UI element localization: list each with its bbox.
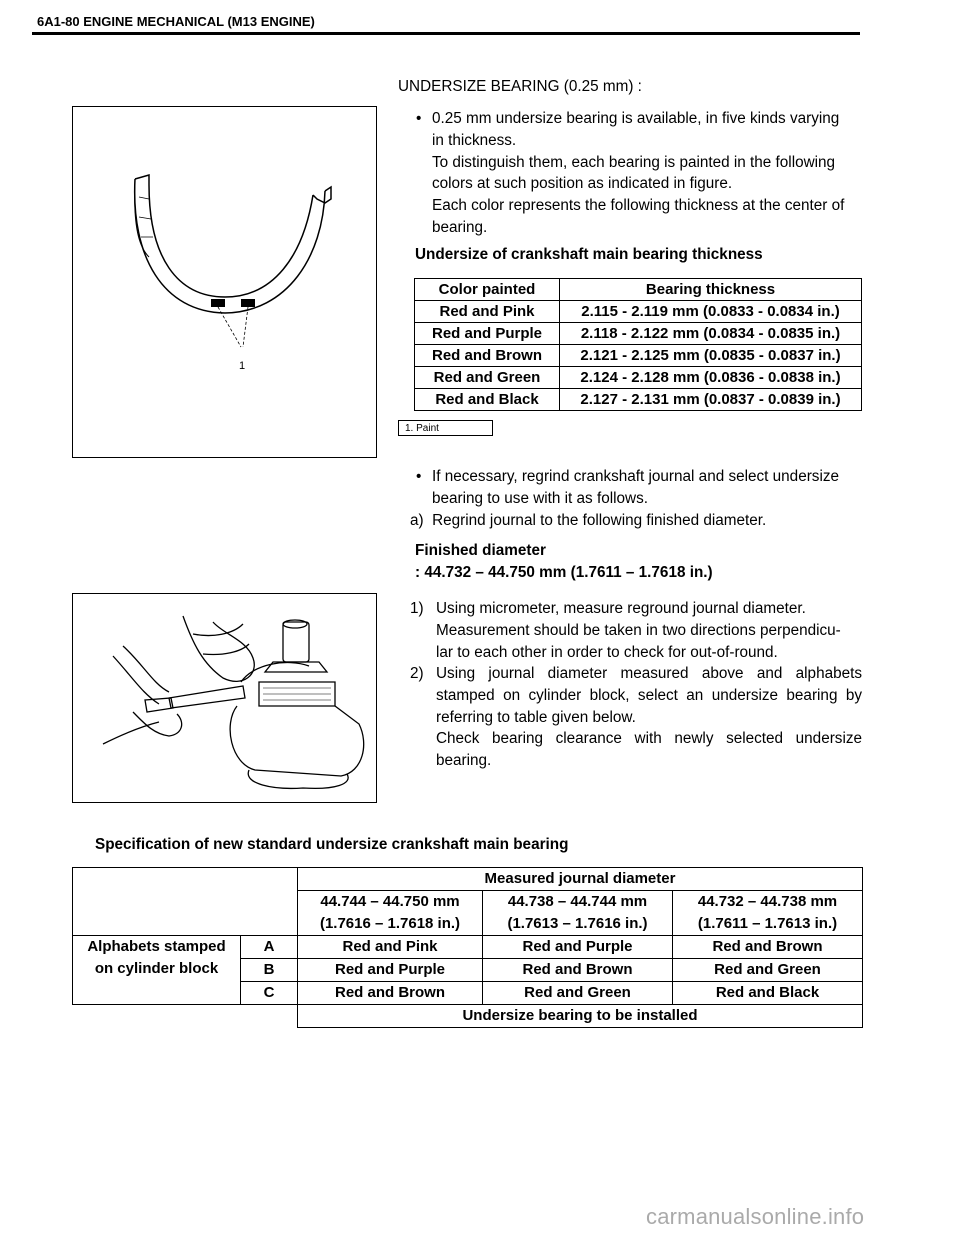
bullet-1-line: bearing. [432,218,488,236]
row-letter: C [241,982,298,1005]
step-a-text: Regrind journal to the following finished diameter. [432,512,767,529]
cell-value: Red and Pink [298,936,483,959]
finished-diameter-value: : 44.732 – 44.750 mm (1.7611 – 1.7618 in.) [415,564,713,581]
bullet-dot: • [416,110,422,127]
finished-diameter-label: Finished diameter [415,542,546,559]
bearing-illustration [73,107,376,457]
column-in: (1.7613 – 1.7616 in.) [507,915,648,932]
bullet-1-line: To distinguish them, each bearing is painted in the following [432,153,836,171]
cell-thickness: 2.118 - 2.122 mm (0.0834 - 0.0835 in.) [560,323,862,345]
row-header [73,936,241,1005]
column-mm: 44.738 – 44.744 mm [507,893,648,910]
cell-value: Red and Black [673,982,863,1005]
step-2-line: referring to table given below. [436,708,636,726]
cell-color: Red and Black [415,389,560,411]
thickness-table [414,278,862,411]
section-heading: UNDERSIZE BEARING (0.25 mm) : [398,78,642,95]
table-row [415,323,862,345]
table-row [415,345,862,367]
bullet-1-line: colors at such position as indicated in figure. [432,175,733,193]
cell-thickness: 2.121 - 2.125 mm (0.0835 - 0.0837 in.) [560,345,862,367]
row-header-line: Alphabets stamped [87,938,226,955]
cell-thickness: 2.115 - 2.119 mm (0.0833 - 0.0834 in.) [560,301,862,323]
spec-table [72,867,863,1028]
cell-color: Red and Green [415,367,560,389]
bullet-2 [416,466,862,510]
cell-color: Red and Brown [415,345,560,367]
table-row [415,389,862,411]
cell-value: Red and Brown [483,959,673,982]
cell-value: Red and Green [483,982,673,1005]
cell-color: Red and Pink [415,301,560,323]
row-letter: A [241,936,298,959]
callout-1: 1 [239,360,246,372]
diameter-column [298,891,483,936]
thickness-table-title: Undersize of crankshaft main bearing thickness [415,246,763,263]
page-header: 6A1-80 ENGINE MECHANICAL (M13 ENGINE) [37,14,315,29]
cell-color: Red and Purple [415,323,560,345]
header-rule [32,32,860,35]
bullet-2-line: If necessary, regrind crankshaft journal and select undersize [432,468,839,485]
diameter-column [483,891,673,936]
spec-corner-cell [73,868,298,936]
step-1-marker: 1) [410,600,424,617]
step-2-line: Check bearing clearance with newly selected undersize [436,730,862,748]
step-1-line: lar to each other in order to check for out-of-round. [436,643,778,661]
bullet-1-line: Each color represents the following thickness at the center of [432,197,845,215]
paint-mark-2 [241,299,255,307]
figure-legend: 1. Paint [398,420,493,436]
cell-thickness: 2.127 - 2.131 mm (0.0837 - 0.0839 in.) [560,389,862,411]
step-2 [410,663,862,772]
spec-footer-label: Undersize bearing to be installed [298,1005,863,1028]
step-a [410,510,766,532]
bullet-1-line: 0.25 mm undersize bearing is available, in five kinds varying [432,110,840,127]
step-2-line: bearing. [436,752,492,770]
col-header-color: Color painted [415,279,560,301]
step-a-marker: a) [410,512,424,529]
measured-header: Measured journal diameter [298,868,863,891]
cell-value: Red and Brown [298,982,483,1005]
bullet-1-line: in thickness. [432,131,517,149]
spec-title: Specification of new standard undersize crankshaft main bearing [95,836,569,853]
micrometer-illustration [73,594,376,802]
step-1-line: Measurement should be taken in two directions perpendicu- [436,621,841,639]
row-header-line: on cylinder block [94,960,219,977]
bullet-dot: • [416,468,422,485]
col-header-thickness: Bearing thickness [560,279,862,301]
step-2-marker: 2) [410,665,424,682]
micrometer-figure [72,593,377,803]
paint-mark-1 [211,299,225,307]
table-row [73,936,863,959]
step-1 [410,598,862,663]
cell-value: Red and Brown [673,936,863,959]
column-in: (1.7616 – 1.7618 in.) [319,915,461,932]
cell-thickness: 2.124 - 2.128 mm (0.0836 - 0.0838 in.) [560,367,862,389]
diameter-column [673,891,863,936]
table-row [415,367,862,389]
column-in: (1.7611 – 1.7613 in.) [697,915,838,932]
step-1-line: Using micrometer, measure reground journal diameter. [436,600,806,617]
table-row [415,301,862,323]
bullet-1 [416,108,862,239]
row-letter: B [241,959,298,982]
column-mm: 44.732 – 44.738 mm [697,893,838,910]
cell-value: Red and Purple [483,936,673,959]
cell-value: Red and Purple [298,959,483,982]
cell-value: Red and Green [673,959,863,982]
bullet-2-line: bearing to use with it as follows. [432,489,648,507]
watermark: carmanualsonline.info [646,1204,865,1229]
step-2-line: stamped on cylinder block, select an undersize bearing by [436,686,862,704]
step-2-line: Using journal diameter measured above and alphabets [436,665,862,682]
footer-blank-cell [73,1005,298,1028]
bearing-figure [72,106,377,458]
column-mm: 44.744 – 44.750 mm [320,893,460,910]
